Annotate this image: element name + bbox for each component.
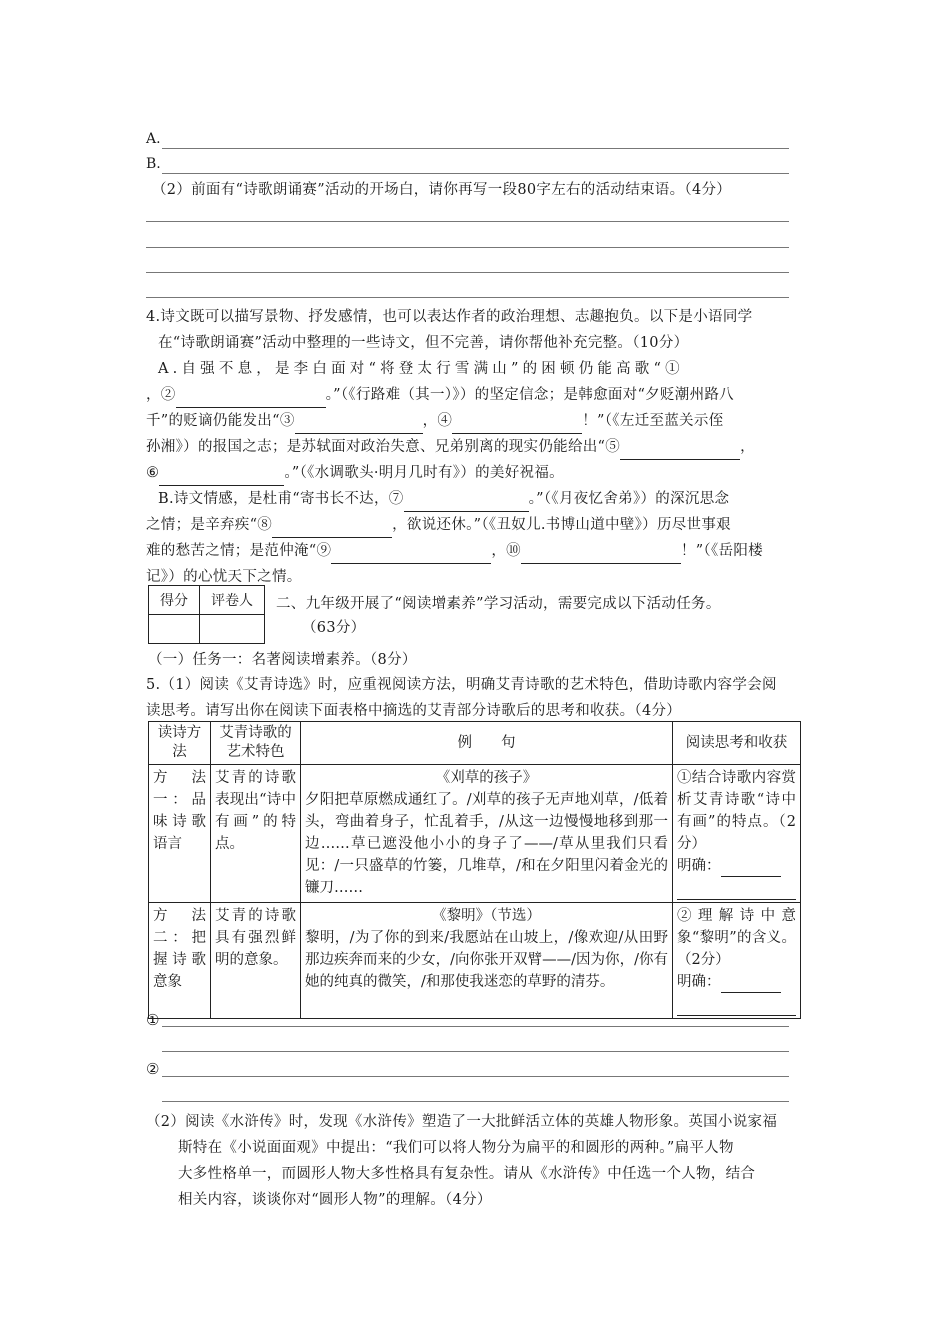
q3-part2-prompt: （2）前面有“诗歌朗诵赛”活动的开场白，请你再写一段80字左右的活动结束语。（4分）: [152, 182, 732, 198]
answer-label-2: ②: [146, 1060, 160, 1078]
table-row: [149, 765, 801, 903]
q5-line2: 读思考。请写出你在阅读下面表格中摘选的艾青部分诗歌后的思考和收获。（4分）: [146, 703, 682, 719]
grader-header: 评卷人: [200, 586, 265, 615]
reflection-cell: [673, 765, 801, 903]
header-reflection: 阅读思考和收获: [673, 722, 801, 765]
q4-a-line5-end: 。”（《水调歌头·明月几时有》）的美好祝福。: [284, 465, 564, 481]
writing-line-4[interactable]: [146, 297, 789, 298]
poetry-table: [148, 721, 801, 1019]
q4-intro-line1: 4.诗文既可以描写景物、抒发感情，也可以表达作者的政治理想、志趣抱负。以下是小语同学: [146, 309, 753, 325]
q5-part2-line2: 斯特在《小说面面观》中提出：“我们可以将人物分为扁平的和圆形的两种。”扁平人物: [178, 1140, 734, 1156]
answer-label-a: A.: [146, 131, 161, 147]
answer-row: [677, 971, 796, 993]
writing-line-2[interactable]: [146, 247, 789, 248]
q4-a-line2-start: ，②: [146, 387, 176, 403]
score-box: [148, 585, 265, 644]
answer-line[interactable]: [677, 881, 796, 900]
q4-b-line2: [146, 512, 806, 538]
q4-b-line3-mid: ，⑩: [491, 543, 521, 559]
section2-heading: [276, 592, 721, 640]
answer-line-a[interactable]: [162, 148, 789, 149]
q5-part2-prompt: [146, 1109, 810, 1213]
answer-line-1b[interactable]: [162, 1051, 789, 1052]
section2-line2: （63分）: [302, 620, 366, 636]
table-row: [149, 903, 801, 1019]
q5-part2-line4: 相关内容，谈谈你对“圆形人物”的理解。（4分）: [178, 1192, 492, 1208]
section2-line1: 二、九年级开展了“阅读增素养”学习活动，需要完成以下活动任务。: [276, 596, 721, 612]
q4-b-line3: [146, 538, 806, 564]
answer-label-1: ①: [146, 1011, 160, 1029]
poem-excerpt: 夕阳把草原燃成通红了。/刈草的孩子无声地刈草，/低着头，弯曲着身子，忙乱着手，/从这一边慢慢地移到那一边……草已遮没他小小的身子了——/草从里我们只看见：/一只盛草的竹篓，几堆草，/和在夕阳里闪着金光的镰刀……: [305, 792, 668, 896]
q4-b-line2-start: 之情；是辛弃疾“⑧: [146, 517, 273, 533]
q4-b-line1: [146, 486, 806, 512]
reflection-task: ①结合诗歌内容赏析艾青诗歌“诗中有画”的特点。（2分）: [677, 770, 796, 852]
answer-line[interactable]: [677, 997, 796, 1016]
blank-10[interactable]: [521, 545, 681, 564]
blank-7[interactable]: [404, 493, 529, 512]
answer-row: [677, 855, 796, 877]
answer-line-b[interactable]: [162, 173, 789, 174]
q4-a-line4: [146, 434, 806, 460]
header-example: 例 句: [301, 722, 673, 765]
poem-excerpt: 黎明，/为了你的到来/我愿站在山坡上，/像欢迎/从田野那边疾奔而来的少女，/向你张开双臂——/因为你，/你有她的纯真的微笑，/和那使我迷恋的草野的清芬。: [305, 930, 668, 990]
header-method: 读诗方法: [149, 722, 211, 765]
score-cell[interactable]: [149, 615, 200, 644]
method-cell: 方法二：把握诗歌意象: [149, 903, 211, 1019]
q4-a-line4-end: ，: [740, 439, 755, 455]
example-cell: [301, 903, 673, 1019]
answer-line-2a[interactable]: [162, 1076, 789, 1077]
answer-line-2b[interactable]: [162, 1101, 789, 1102]
q5-line1: 5.（1）阅读《艾青诗选》时，应重视阅读方法，明确艾青诗歌的艺术特色，借助诗歌内容学会阅: [146, 677, 777, 693]
q4-b-line4: 记》）的心忧天下之情。: [146, 569, 302, 585]
q4-a-line2: [146, 382, 806, 408]
q4-a-line4-start: 孙湘》）的报国之志；是苏轼面对政治失意、兄弟别离的现实仍能给出“⑤: [146, 439, 621, 455]
q4-b-line1-end: 。”（《月夜忆舍弟》）的深沉思念: [528, 491, 730, 507]
q4-a-line3-end: ！”（《左迁至蓝关示侄: [582, 413, 724, 429]
writing-line-1[interactable]: [146, 221, 789, 222]
grader-cell[interactable]: [200, 615, 265, 644]
reflection-cell: [673, 903, 801, 1019]
writing-line-3[interactable]: [146, 272, 789, 273]
blank-4[interactable]: [452, 415, 582, 434]
q4-a-line5: [146, 460, 806, 486]
score-header: 得分: [149, 586, 200, 615]
answer-label: 明确：: [677, 858, 721, 874]
poem-title: 《黎明》（节选）: [432, 908, 541, 924]
answer-label: 明确：: [677, 974, 721, 990]
q4-a-line1: A.自强不息，是李白面对“将登太行雪满山”的困顿仍能高歌“①: [158, 361, 684, 377]
answer-line-1a[interactable]: [162, 1026, 789, 1027]
q5-part2-line1: （2）阅读《水浒传》时，发现《水浒传》塑造了一大批鲜活立体的英雄人物形象。英国小说家福: [146, 1114, 778, 1130]
q4-b-line2-end: ，欲说还休。”（《丑奴儿.书博山道中壁》）历尽世事艰: [392, 517, 731, 533]
blank-9[interactable]: [331, 545, 491, 564]
poem-title: 《刈草的孩子》: [435, 770, 538, 786]
q4-block: [146, 304, 806, 590]
q4-b-line3-end: ！”（《岳阳楼: [680, 543, 763, 559]
q4-b-line1-start: B.诗文情感，是杜甫“寄书长不达，⑦: [158, 491, 404, 507]
answer-blank[interactable]: [721, 858, 781, 877]
example-cell: [301, 765, 673, 903]
answer-blank[interactable]: [721, 974, 781, 993]
q4-b-line3-start: 难的愁苦之情；是范仲淹“⑨: [146, 543, 332, 559]
task1-heading: （一）任务一：名著阅读增素养。（8分）: [148, 652, 417, 668]
blank-8[interactable]: [272, 519, 392, 538]
q4-intro-line2: 在“诗歌朗诵赛”活动中整理的一些诗文，但不完善，请你帮他补充完整。（10分）: [158, 335, 689, 351]
feature-cell: 艾青的诗歌表现出“诗中有画”的特点。: [211, 765, 301, 903]
q4-a-line5-start: ⑥: [146, 465, 160, 481]
answer-label-b: B.: [146, 156, 161, 172]
q4-a-line2-end: 。”（《行路难（其一）》）的坚定信念；是韩愈面对“夕贬潮州路八: [325, 387, 734, 403]
blank-5[interactable]: [620, 441, 740, 460]
q5-prompt: [146, 672, 806, 724]
q4-a-line3-mid: ，④: [422, 413, 453, 429]
q4-a-line3-start: 千”的贬谪仍能发出“③: [146, 413, 295, 429]
blank-3[interactable]: [295, 415, 423, 434]
header-feature: 艾青诗歌的艺术特色: [211, 722, 301, 765]
blank-2[interactable]: [176, 389, 326, 408]
blank-6[interactable]: [159, 467, 284, 486]
feature-cell: 艾青的诗歌具有强烈鲜明的意象。: [211, 903, 301, 1019]
q5-part2-line3: 大多性格单一，而圆形人物大多性格具有复杂性。请从《水浒传》中任选一个人物，结合: [178, 1166, 756, 1182]
reflection-task: ②理解诗中意象“黎明”的含义。（2分）: [677, 908, 796, 968]
q4-a-line3: [146, 408, 806, 434]
method-cell: 方 法一：品味诗歌语言: [149, 765, 211, 903]
